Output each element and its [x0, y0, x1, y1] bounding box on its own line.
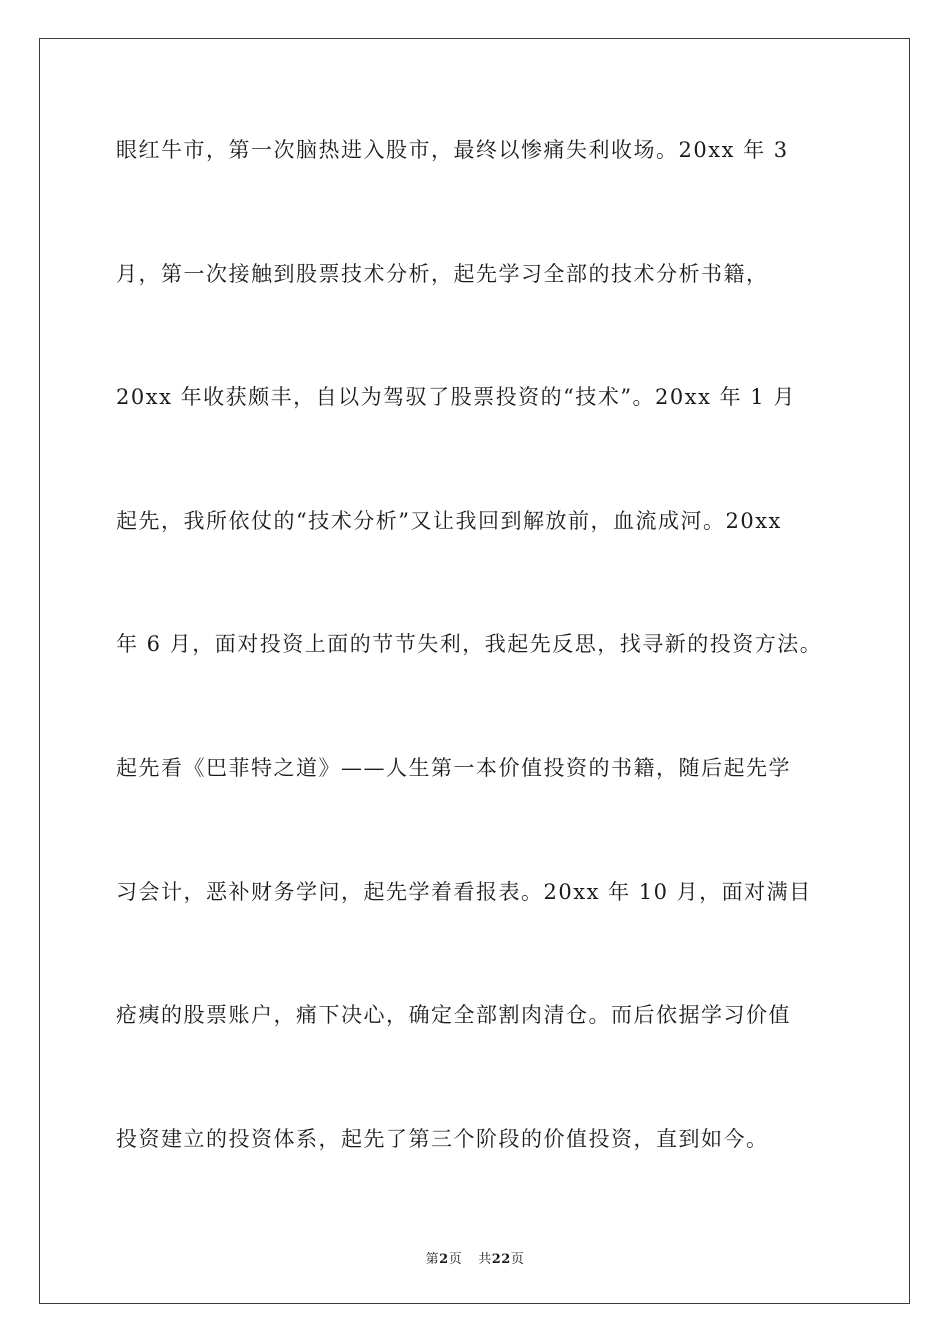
total-pages-number: 22 — [491, 1252, 511, 1267]
body-text-line: 起先，我所依仗的“技术分析”又让我回到解放前，血流成河。20xx — [116, 509, 782, 533]
body-text-line: 20xx 年收获颇丰，自以为驾驭了股票投资的“技术”。20xx 年 1 月 — [116, 385, 796, 409]
body-text-line: 年 6 月，面对投资上面的节节失利，我起先反思，找寻新的投资方法。 — [116, 632, 823, 656]
body-text-line: 投资建立的投资体系，起先了第三个阶段的价值投资，直到如今。 — [116, 1127, 769, 1151]
body-text-line: 习会计，恶补财务学问，起先学着看报表。20xx 年 10 月，面对满目 — [116, 880, 812, 904]
body-text-line: 月，第一次接触到股票技术分析，起先学习全部的技术分析书籍， — [116, 262, 769, 286]
total-label-suffix: 页 — [510, 1252, 525, 1267]
page-label-suffix: 页 — [448, 1252, 463, 1267]
page-footer — [0, 1248, 950, 1267]
body-text-line: 疮痍的股票账户，痛下决心，确定全部割肉清仓。而后依据学习价值 — [116, 1003, 791, 1027]
page-border — [39, 38, 910, 1304]
page-label-prefix: 第 — [425, 1252, 440, 1267]
body-text-line: 起先看《巴菲特之道》——人生第一本价值投资的书籍，随后起先学 — [116, 756, 791, 780]
total-label-prefix: 共 — [478, 1252, 492, 1267]
current-page-number: 2 — [439, 1252, 449, 1267]
body-text-line: 眼红牛市，第一次脑热进入股市，最终以惨痛失利收场。20xx 年 3 — [116, 138, 789, 162]
